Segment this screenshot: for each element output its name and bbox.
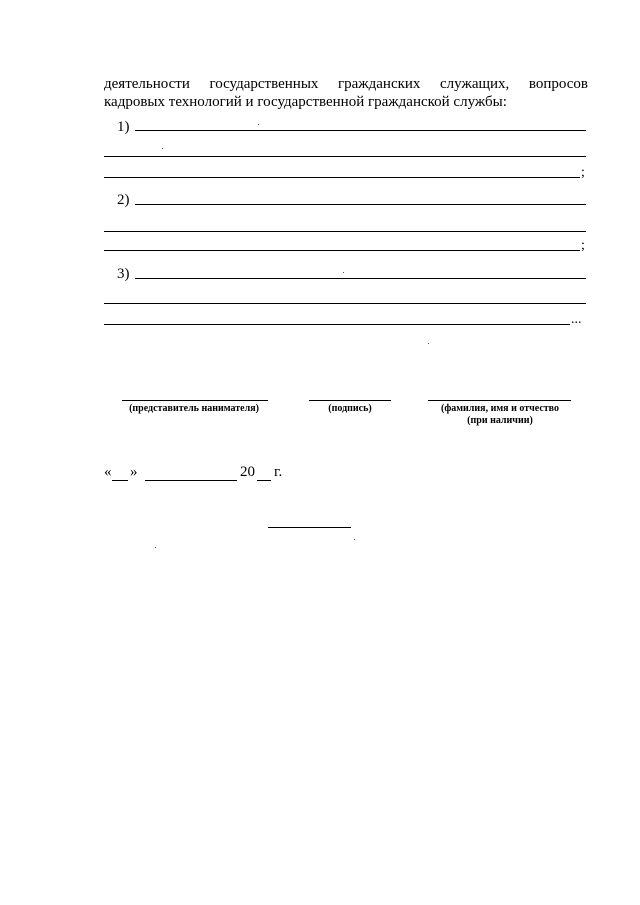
intro-line-2: кадровых технологий и государственной гражданской службы: [104,94,507,110]
item-2-end-mark: ; [581,238,585,253]
fullname-caption-1: (фамилия, имя и отчество [440,403,559,414]
date-year-prefix: 20 [240,464,255,480]
item-2-number: 2) [117,192,130,208]
item-3-end-mark: ... [571,312,582,327]
item-3-blank-line-1[interactable] [135,278,586,279]
item-1-number: 1) [117,119,130,135]
item-1-blank-line-3[interactable] [104,177,580,178]
date-month-blank[interactable] [145,480,237,481]
signature-line[interactable] [309,400,391,401]
scan-speck [343,272,344,273]
item-1-end-mark: ; [581,165,585,180]
date-close-quote: » [130,464,138,480]
fullname-caption-2: (при наличии) [467,415,533,426]
item-2-blank-line-1[interactable] [135,204,586,205]
date-year-blank[interactable] [257,480,271,481]
date-day-blank[interactable] [112,480,128,481]
item-3-number: 3) [117,266,130,282]
scan-speck [155,547,156,548]
intro-line-1: деятельности государственных гражданских служащих, вопросов [104,76,588,92]
employer-caption: (представитель нанимателя) [129,403,259,414]
item-2-blank-line-3[interactable] [104,250,580,251]
item-2-blank-line-2[interactable] [104,231,586,232]
item-1-blank-line-2[interactable] [104,156,586,157]
end-separator-line [268,527,351,528]
date-open-quote: « [104,464,112,480]
scan-speck [162,148,163,149]
item-1-blank-line-1[interactable] [135,130,586,131]
scan-speck [428,343,429,344]
signature-caption: (подпись) [328,403,372,414]
date-year-suffix: г. [274,464,283,480]
item-3-blank-line-2[interactable] [104,303,586,304]
employer-sign-line[interactable] [122,400,268,401]
scan-speck [354,539,355,540]
item-3-blank-line-3[interactable] [104,324,570,325]
scan-speck [258,124,259,125]
fullname-line[interactable] [428,400,571,401]
